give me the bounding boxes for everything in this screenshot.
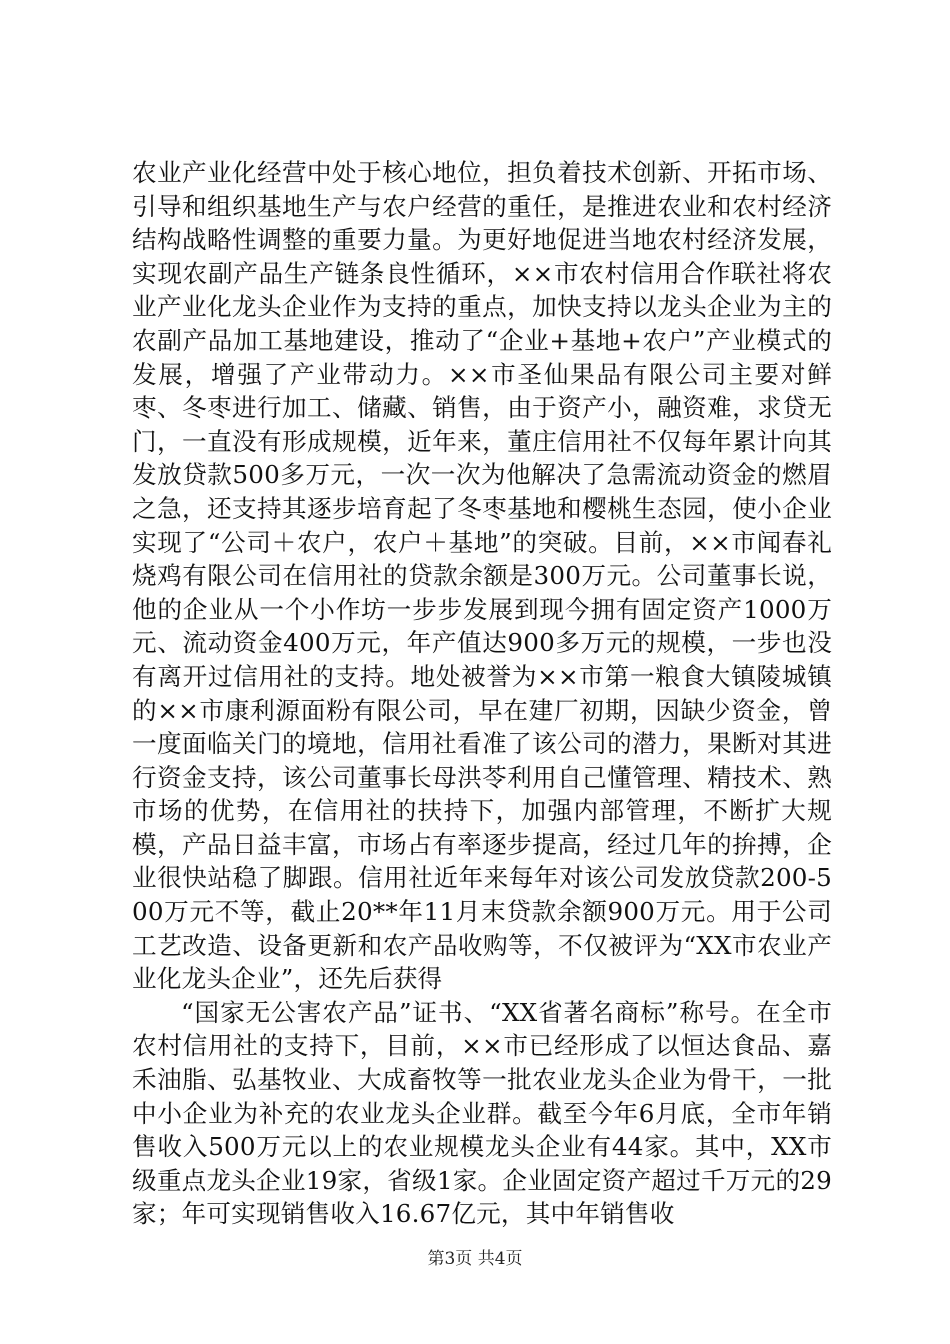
paragraph-1: 农业产业化经营中处于核心地位，担负着技术创新、开拓市场、引导和组织基地生产与农户经营的重任，是推进农业和农村经济结构战略性调整的重要力量。为更好地促进当地农村经济发展，实现农副产品生产链条良性循环，××市农村信用合作联社将农业产业化龙头企业作为支持的重点，加快支持以龙头企业为主的农副产品加工基地建设，推动了“企业+基地+农户”产业模式的发展，增强了产业带动力。××市圣仙果品有限公司主要对鲜枣、冬枣进行加工、储藏、销售，由于资产小，融资难，求贷无门，一直没有形成规模，近年来，董庄信用社不仅每年累计向其发放贷款500多万元，一次一次为他解决了急需流动资金的燃眉之急，还支持其逐步培育起了冬枣基地和樱桃生态园，使小企业实现了“公司＋农户，农户＋基地”的突破。目前，××市闻春礼烧鸡有限公司在信用社的贷款余额是300万元。公司董事长说，他的企业从一个小作坊一步步发展到现今拥有固定资产1000万元、流动资金400万元，年产值达900多万元的规模，一步也没有离开过信用社的支持。地处被誉为××市第一粮食大镇陵城镇的××市康利源面粉有限公司，早在建厂初期，因缺少资金，曾一度面临关门的境地，信用社看准了该公司的潜力，果断对其进行资金支持，该公司董事长母洪苓利用自己懂管理、精技术、熟市场的优势，在信用社的扶持下，加强内部管理，不断扩大规模，产品日益丰富，市场占有率逐步提高，经过几年的拚搏，企业很快站稳了脚跟。信用社近年来每年对该公司发放贷款200-500万元不等，截止20**年11月末贷款余额900万元。用于公司工艺改造、设备更新和农产品收购等，不仅被评为“XX市农业产业化龙头企业”，还先后获得	[132, 158, 832, 994]
page-footer: 第3页 共4页	[427, 1249, 523, 1269]
paragraph-2: “国家无公害农产品”证书、“XX省著名商标”称号。在全市农村信用社的支持下，目前，××市已经形成了以恒达食品、嘉禾油脂、弘基牧业、大成畜牧等一批农业龙头企业为骨干，一批中小企业为补充的农业龙头企业群。截至今年6月底，全市年销售收入500万元以上的农业规模龙头企业有44家。其中，XX市级重点龙头企业19家，省级1家。企业固定资产超过千万元的29家；年可实现销售收入16.67亿元，其中年销售收	[132, 997, 832, 1229]
document-body	[132, 156, 832, 1231]
